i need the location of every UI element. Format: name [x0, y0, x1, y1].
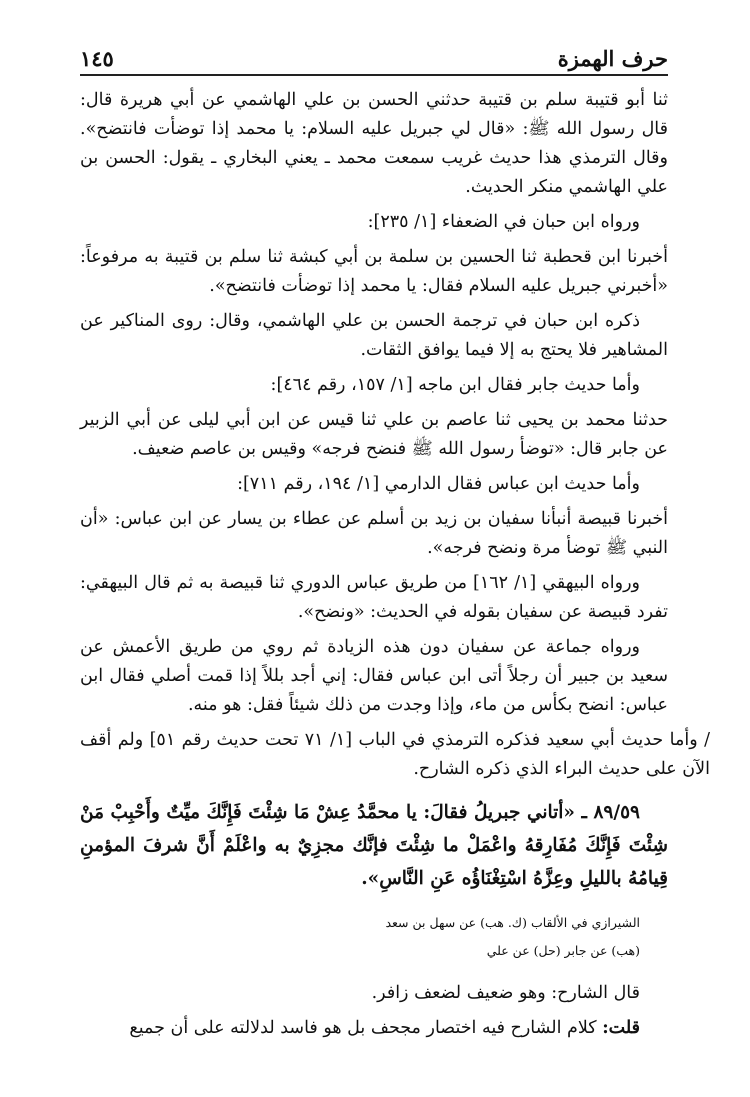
- paragraph-ibn-qahtaba: أخبرنا ابن قحطبة ثنا الحسين بن سلمة بن أبي كبشة ثنا سلم بن قتيبة به مرفوعاً: «أخبرني جبريل عليه السلام فقال: يا محمد إذا توضأت فانتضح».: [80, 247, 668, 296]
- paragraph-isnad-abu-hurayra: ثنا أبو قتيبة سلم بن قتيبة حدثني الحسن بن علي الهاشمي عن أبي هريرة قال: قال رسول الله ﷺ: «قال لي جبريل عليه السلام: يا محمد إذا توضأت فانتضح». وقال الترمذي هذا حديث غريب سمعت محمد ـ يعني البخاري ـ يقول: الحسن بن علي الهاشمي منكر الحديث.: [80, 90, 668, 197]
- paragraph-ibn-abbas-darimi: وأما حديث ابن عباس فقال الدارمي [١/ ١٩٤، رقم ٧١١]:: [237, 474, 640, 494]
- page-header: [80, 44, 668, 76]
- source-line-shirazi: الشيرازي في الألقاب (ك. هب) عن سهل بن سعد: [385, 915, 640, 930]
- paragraph-abu-said: / وأما حديث أبي سعيد فذكره الترمذي في الباب [١/ ٧١ تحت حديث رقم ٥١] ولم أقف الآن على حديث البراء الذي ذكره الشارح.: [80, 730, 710, 779]
- paragraph-ibn-hibban-tarjama: ذكره ابن حبان في ترجمة الحسن بن علي الهاشمي، وقال: روى المناكير عن المشاهير فلا يحتج به إلا فيما يوافق الثقات.: [80, 311, 668, 360]
- source-line-jabir: (هب) عن جابر (حل) عن علي: [486, 943, 640, 958]
- hadith-text: ٨٩/٥٩ ـ «أتاني جبريلُ فقالَ: يا محمَّدُ عِشْ مَا شِئْتَ فَإِنَّكَ ميِّتٌ وأَحْبِبْ مَنْ شِئْتَ فَإِنَّكَ مُفَارِقهُ واعْمَلْ ما شِئْتَ فإنَّك مجزِيٌ به واعْلَمْ أَنَّ شرفَ المؤمنِ قِيامُهُ بالليلِ وعِزَّهُ اسْتِغْنَاؤُه عَنِ النَّاسِ».: [80, 802, 668, 889]
- qult-label: قلت:: [602, 1018, 640, 1038]
- spacer: [80, 965, 668, 979]
- page-body: [80, 86, 710, 1049]
- paragraph-jabir-isnad: حدثنا محمد بن يحيى ثنا عاصم بن علي ثنا قيس عن ابن أبي ليلى عن أبي الزبير عن جابر قال: «توضأ رسول الله ﷺ فنضح فرجه» وقيس بن عاصم ضعيف.: [80, 410, 668, 459]
- commentary-shareh: قال الشارح: وهو ضعيف لضعف زافر.: [371, 983, 640, 1003]
- commentary-qult: [80, 1014, 668, 1043]
- qult-text: كلام الشارح فيه اختصار مجحف بل هو فاسد لدلالته على أن جميع: [129, 1018, 603, 1038]
- paragraph-qabisa: أخبرنا قبيصة أنبأنا سفيان بن زيد بن أسلم عن عطاء بن يسار عن ابن عباس: «أن النبي ﷺ توضأ مرة ونضح فرجه».: [80, 509, 668, 558]
- page-number: ١٤٥: [80, 46, 114, 71]
- paragraph-jabir-ibn-majah: وأما حديث جابر فقال ابن ماجه [١/ ١٥٧، رقم ٤٦٤]:: [270, 375, 640, 395]
- paragraph-bayhaqi: ورواه البيهقي [١/ ١٦٢] من طريق عباس الدوري ثنا قبيصة به ثم قال البيهقي: تفرد قبيصة عن سفيان بقوله في الحديث: «ونضح».: [80, 573, 668, 622]
- paragraph-jamaa: ورواه جماعة عن سفيان دون هذه الزيادة ثم روي من طريق الأعمش عن سعيد بن جبير أن رجلاً أتى ابن عباس فقال: إني أجد بللاً إذا قمت أصلي فقال ابن عباس: انضح بكأس من ماء، وإذا وجدت من ذلك شيئاً فقل: هو منه.: [80, 637, 668, 715]
- paragraph-ibn-hibban-ref: ورواه ابن حبان في الضعفاء [١/ ٢٣٥]:: [367, 212, 640, 232]
- chapter-title: حرف الهمزة: [557, 46, 668, 71]
